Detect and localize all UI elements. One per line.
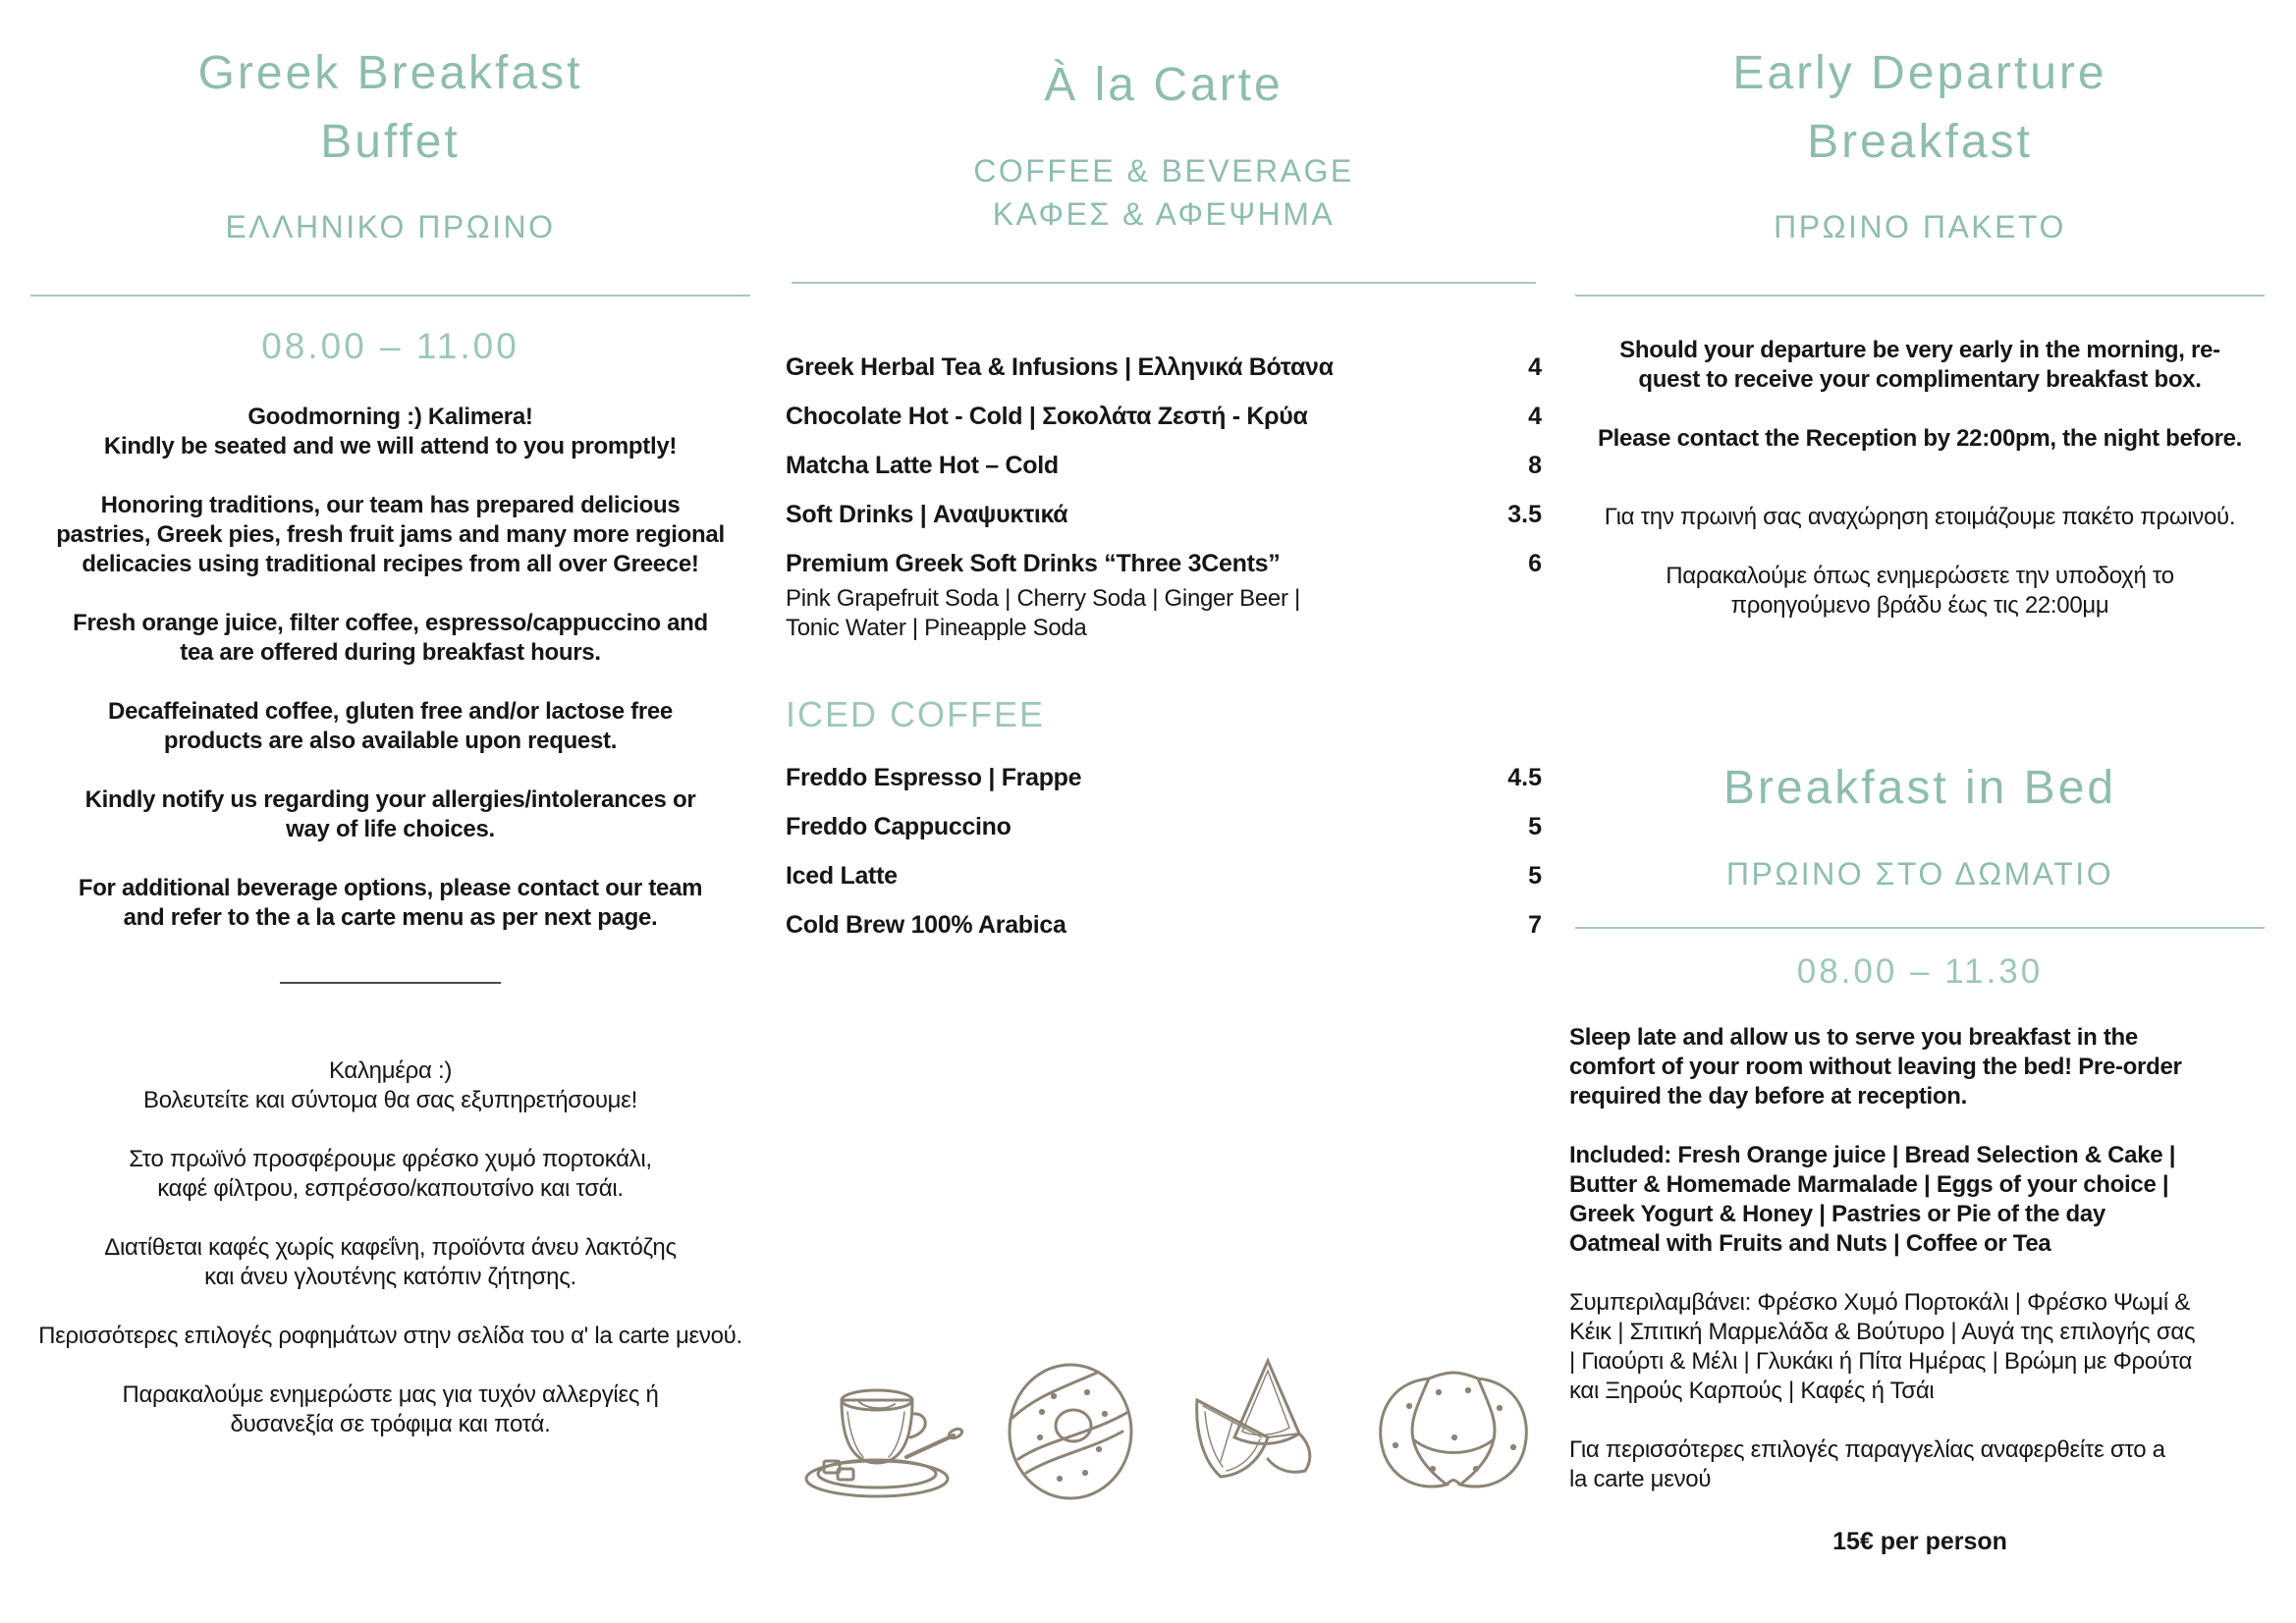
buffet-paragraph-greek: Περισσότερες επιλογές ροφημάτων στην σελίδα του α' la carte μενού.: [38, 1322, 742, 1349]
menu-item-row: [786, 763, 1542, 792]
breakfast-in-bed-title: Breakfast in Bed: [1722, 761, 2117, 814]
a-la-carte-column: [786, 0, 1542, 959]
a-la-carte-title: À la Carte: [1044, 59, 1284, 111]
footer-illustrations: [786, 1343, 1542, 1510]
iced-coffee-heading: ICED COFFEE: [786, 694, 1046, 735]
buffet-paragraph: Fresh orange juice, filter coffee, espresso/cappuccino and tea are offered during breakfast hours.: [73, 609, 708, 666]
menu-item-price: 5: [1528, 813, 1542, 841]
menu-item-description: Pink Grapefruit Soda | Cherry Soda | Ginger Beer | Tonic Water | Pineapple Soda: [786, 585, 1300, 642]
left-column-subtitle-greek: ΕΛΛΗΝΙΚΟ ΠΡΩΙΝΟ: [225, 209, 556, 245]
middle-column-divider: [792, 282, 1536, 284]
menu-item-name: Cold Brew 100% Arabica: [786, 911, 1066, 940]
menu-item-row: [786, 451, 1542, 480]
menu-item-row: [786, 812, 1542, 841]
menu-item-name: Premium Greek Soft Drinks “Three 3Cents”: [786, 550, 1281, 578]
breakfast-in-bed-paragraph-greek: Για περισσότερες επιλογές παραγγελίας αναφερθείτε στο a la carte μενού: [1569, 1436, 2165, 1493]
breakfast-in-bed-hours: 08.00 – 11.30: [1796, 952, 2044, 992]
early-departure-paragraph-greek: Για την πρωινή σας αναχώρηση ετοιμάζουμε πακέτο πρωινού.: [1604, 503, 2236, 530]
coffee-beverage-list: [786, 352, 1542, 940]
menu-item-price: 3.5: [1507, 501, 1542, 529]
pretzel-illustration: [1370, 1363, 1537, 1510]
early-departure-text: [1569, 336, 2270, 621]
left-column-title: Greek Breakfast Buffet: [197, 47, 583, 168]
menu-item-price: 4: [1528, 403, 1542, 431]
menu-item-row: [786, 352, 1542, 382]
greek-breakfast-buffet-column: [25, 0, 756, 1469]
breakfast-in-bed-paragraph: Sleep late and allow us to serve you breakfast in the comfort of your room without leaving the bed! Pre-order required the day before at reception.: [1569, 1024, 2182, 1110]
buffet-paragraph-greek: Διατίθεται καφές χωρίς καφεΐνη, προϊόντα άνευ λακτόζης και άνευ γλουτένης κατόπιν ζήτησης.: [104, 1233, 677, 1290]
buffet-english-text: [25, 403, 756, 933]
right-column-divider: [1575, 295, 2265, 297]
early-departure-column: [1569, 0, 2270, 1556]
donut-illustration: [997, 1353, 1144, 1510]
menu-item-price: 5: [1528, 862, 1542, 891]
menu-item-name: Greek Herbal Tea & Infusions | Ελληνικά Βότανα: [786, 353, 1334, 382]
menu-item-price: 4: [1528, 353, 1542, 382]
menu-item-name: Matcha Latte Hot – Cold: [786, 452, 1059, 480]
buffet-hours: 08.00 – 11.00: [261, 325, 519, 366]
early-departure-paragraph-greek: Παρακαλούμε όπως ενημερώσετε την υποδοχή το προηγούμενο βράδυ έως τις 22:00μμ: [1666, 562, 2174, 619]
breakfast-in-bed-divider: [1575, 927, 2265, 929]
breakfast-in-bed-paragraph-greek: Συμπεριλαμβάνει: Φρέσκο Χυμό Πορτοκάλι | Φρέσκο Ψωμί & Κέικ | Σπιτική Μαρμελάδα & Βούτυρο | Αυγά της επιλογής σας | Γιαούρτι & Μέλι | Γλυκάκι ή Πίτα Ημέρας | Βρώμη με Φρούτα και Ξηρούς Καρπούς | Καφές ή Τσάι: [1569, 1289, 2196, 1405]
menu-item-price: 8: [1528, 452, 1542, 480]
breakfast-in-bed-paragraph: Included: Fresh Orange juice | Bread Selection & Cake | Butter & Homemade Marmalade | Eggs of your choice | Greek Yogurt & Honey | Pastries or Pie of the day Oatmeal with Fruits and Nuts | Coffee or Tea: [1569, 1142, 2176, 1258]
breakfast-in-bed-price: 15€ per person: [1832, 1528, 2007, 1556]
menu-item-name: Iced Latte: [786, 862, 898, 891]
early-departure-paragraph: Should your departure be very early in the morning, re- quest to receive your complimentary breakfast box.: [1619, 336, 2220, 393]
breakfast-in-bed-text: [1569, 1023, 2270, 1494]
orange-slices-illustration: [1174, 1343, 1340, 1510]
early-departure-subtitle-greek: ΠΡΩΙΝΟ ΠΑΚΕΤΟ: [1774, 209, 2066, 245]
early-departure-paragraph: Please contact the Reception by 22:00pm, the night before.: [1597, 424, 2243, 452]
buffet-paragraph: For additional beverage options, please contact our team and refer to the a la carte menu as per next page.: [78, 874, 703, 931]
menu-item-row: [786, 861, 1542, 891]
menu-item-name: Freddo Cappuccino: [786, 813, 1011, 841]
buffet-paragraph: Decaffeinated coffee, gluten free and/or lactose free products are also available upon request.: [108, 697, 673, 754]
buffet-greek-text: [25, 1056, 756, 1439]
left-column-short-divider: [280, 982, 501, 984]
buffet-paragraph: Honoring traditions, our team has prepared delicious pastries, Greek pies, fresh fruit jams and many more regional delicacies using traditional recipes from all over Greece!: [56, 491, 725, 577]
menu-item-row: [786, 500, 1542, 529]
breakfast-in-bed-subtitle-greek: ΠΡΩΙΝΟ ΣΤΟ ΔΩΜΑΤΙΟ: [1725, 855, 2114, 892]
coffee-beverage-subtitle: COFFEE & BEVERAGE ΚΑΦΕΣ & ΑΦΕΨΗΜΑ: [973, 152, 1354, 233]
early-departure-title: Early Departure Breakfast: [1732, 47, 2107, 168]
buffet-paragraph-greek: Παρακαλούμε ενημερώστε μας για τυχόν αλλεργίες ή δυσανεξία σε τρόφιμα και ποτά.: [122, 1380, 659, 1437]
menu-item-name: Freddo Espresso | Frappe: [786, 764, 1082, 792]
menu-item-row: [786, 549, 1542, 578]
buffet-paragraph: Kindly notify us regarding your allergies/intolerances or way of life choices.: [84, 785, 696, 842]
menu-item-price: 4.5: [1507, 764, 1542, 792]
left-column-divider: [30, 295, 750, 297]
menu-item-row: [786, 910, 1542, 940]
buffet-paragraph-greek: Στο πρωϊνό προσφέρουμε φρέσκο χυμό πορτοκάλι, καφέ φίλτρου, εσπρέσσο/καπουτσίνο και τσάι.: [129, 1145, 652, 1202]
buffet-paragraph: Goodmorning :) Kalimera! Kindly be seated and we will attend to you promptly!: [103, 403, 678, 460]
menu-item-name: Soft Drinks | Αναψυκτικά: [786, 501, 1068, 529]
menu-item-row: [786, 402, 1542, 431]
buffet-paragraph-greek: Καλημέρα :) Βολευτείτε και σύντομα θα σας εξυπηρετήσουμε!: [143, 1056, 637, 1113]
menu-item-price: 6: [1528, 550, 1542, 578]
coffee-cup-illustration: [791, 1363, 967, 1510]
menu-item-name: Chocolate Hot - Cold | Σοκολάτα Ζεστή - Κρύα: [786, 403, 1308, 431]
menu-item-price: 7: [1528, 911, 1542, 940]
